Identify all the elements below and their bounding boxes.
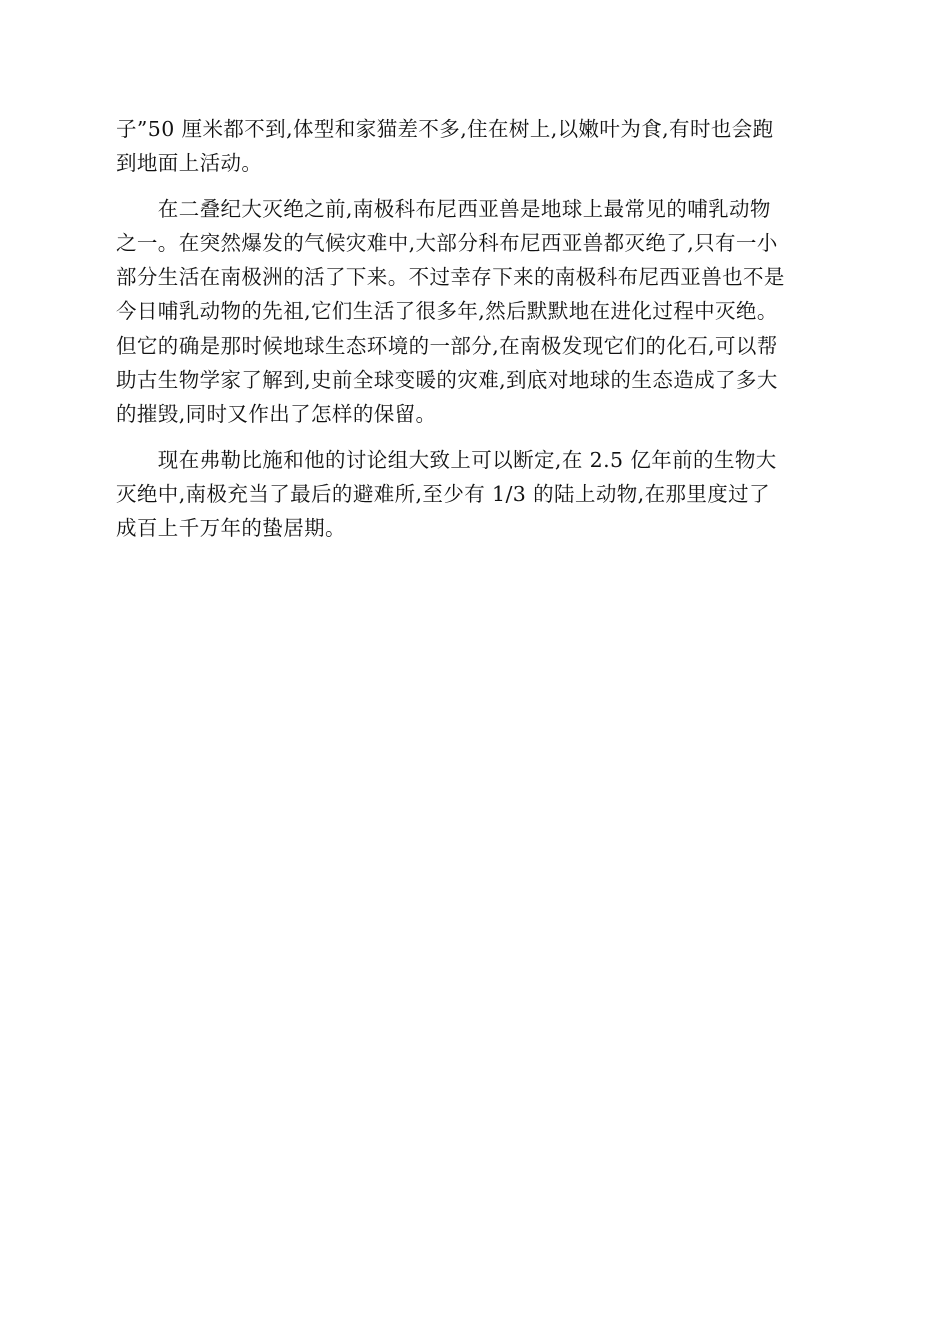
paragraph-2	[116, 192, 836, 432]
text-line: 现在弗勒比施和他的讨论组大致上可以断定,在 2.5 亿年前的生物大	[116, 447, 777, 472]
text-line: 助古生物学家了解到,史前全球变暖的灾难,到底对地球的生态造成了多大	[116, 368, 778, 393]
paragraph-spacing	[116, 432, 836, 443]
text-line: 子”50 厘米都不到,体型和家猫差不多,住在树上,以嫩叶为食,有时也会跑	[116, 117, 774, 141]
text-line: 之一。在突然爆发的气候灾难中,大部分科布尼西亚兽都灭绝了,只有一小	[116, 230, 778, 255]
paragraph-spacing	[116, 181, 836, 192]
text-line: 成百上千万年的蛰居期。	[116, 516, 346, 541]
paragraph-1	[116, 112, 836, 181]
body-text	[116, 112, 836, 546]
text-line: 今日哺乳动物的先祖,它们生活了很多年,然后默默地在进化过程中灭绝。	[116, 299, 778, 324]
paragraph-3	[116, 443, 836, 546]
text-line: 的摧毁,同时又作出了怎样的保留。	[116, 402, 437, 427]
text-line: 到地面上活动。	[116, 151, 263, 176]
text-line: 部分生活在南极洲的活了下来。不过幸存下来的南极科布尼西亚兽也不是	[116, 265, 785, 290]
text-line: 在二叠纪大灭绝之前,南极科布尼西亚兽是地球上最常见的哺乳动物	[116, 196, 771, 221]
text-line: 灭绝中,南极充当了最后的避难所,至少有 1/3 的陆上动物,在那里度过了	[116, 481, 770, 506]
text-line: 但它的确是那时候地球生态环境的一部分,在南极发现它们的化石,可以帮	[116, 333, 778, 358]
